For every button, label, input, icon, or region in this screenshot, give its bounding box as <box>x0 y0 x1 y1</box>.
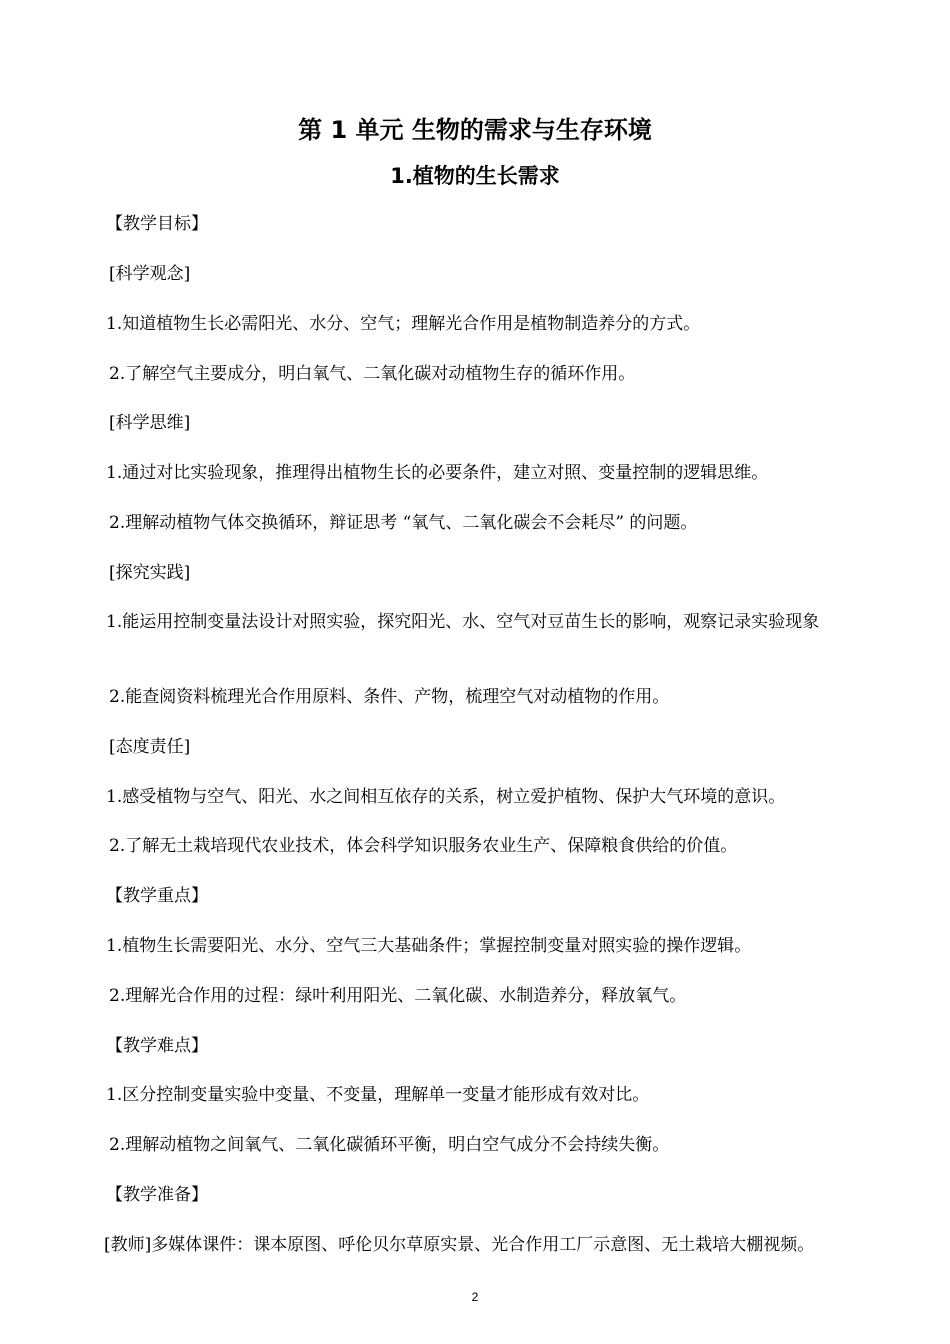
subheading-inquiry-practice: [探究实践] <box>109 563 191 583</box>
subheading-science-thinking: [科学思维] <box>109 413 191 433</box>
paragraph-line: 1.通过对比实验现象，推理得出植物生长的必要条件，建立对照、变量控制的逻辑思维。 <box>106 463 769 483</box>
paragraph-line: 2.理解动植物气体交换循环，辩证思考 “氧气、二氧化碳会不会耗尽” 的问题。 <box>109 513 698 533</box>
paragraph-line: 2.理解光合作用的过程：绿叶利用阳光、二氧化碳、水制造养分，释放氧气。 <box>109 986 687 1006</box>
paragraph-line: 2.了解空气主要成分，明白氧气、二氧化碳对动植物生存的循环作用。 <box>109 364 636 384</box>
paragraph-line: 2.了解无土栽培现代农业技术，体会科学知识服务农业生产、保障粮食供给的价值。 <box>109 836 738 856</box>
unit-title: 第 1 单元 生物的需求与生存环境 <box>298 116 652 144</box>
paragraph-line: 1.感受植物与空气、阳光、水之间相互依存的关系，树立爱护植物、保护大气环境的意识。 <box>106 787 786 807</box>
paragraph-line: 1.能运用控制变量法设计对照实验，探究阳光、水、空气对豆苗生长的影响，观察记录实验现象 <box>106 612 820 632</box>
paragraph-line: 2.理解动植物之间氧气、二氧化碳循环平衡，明白空气成分不会持续失衡。 <box>109 1135 670 1155</box>
paragraph-line: [教师]多媒体课件：课本原图、呼伦贝尔草原实景、光合作用工厂示意图、无土栽培大棚视频。 <box>104 1235 815 1255</box>
section-heading-teaching-goals: 【教学目标】 <box>106 214 208 234</box>
paragraph-line: 1.植物生长需要阳光、水分、空气三大基础条件；掌握控制变量对照实验的操作逻辑。 <box>106 936 752 956</box>
subheading-attitude-responsibility: [态度责任] <box>109 737 191 757</box>
subheading-science-concept: [科学观念] <box>109 264 191 284</box>
paragraph-line: 1.区分控制变量实验中变量、不变量，理解单一变量才能形成有效对比。 <box>106 1085 650 1105</box>
section-heading-difficulties: 【教学难点】 <box>106 1036 208 1056</box>
page-number: 2 <box>471 1290 479 1304</box>
lesson-title: 1.植物的生长需求 <box>390 164 560 188</box>
paragraph-line: 1.知道植物生长必需阳光、水分、空气；理解光合作用是植物制造养分的方式。 <box>106 314 701 334</box>
section-heading-preparation: 【教学准备】 <box>106 1185 208 1205</box>
paragraph-line: 2.能查阅资料梳理光合作用原料、条件、产物，梳理空气对动植物的作用。 <box>109 687 670 707</box>
section-heading-key-points: 【教学重点】 <box>106 886 208 906</box>
